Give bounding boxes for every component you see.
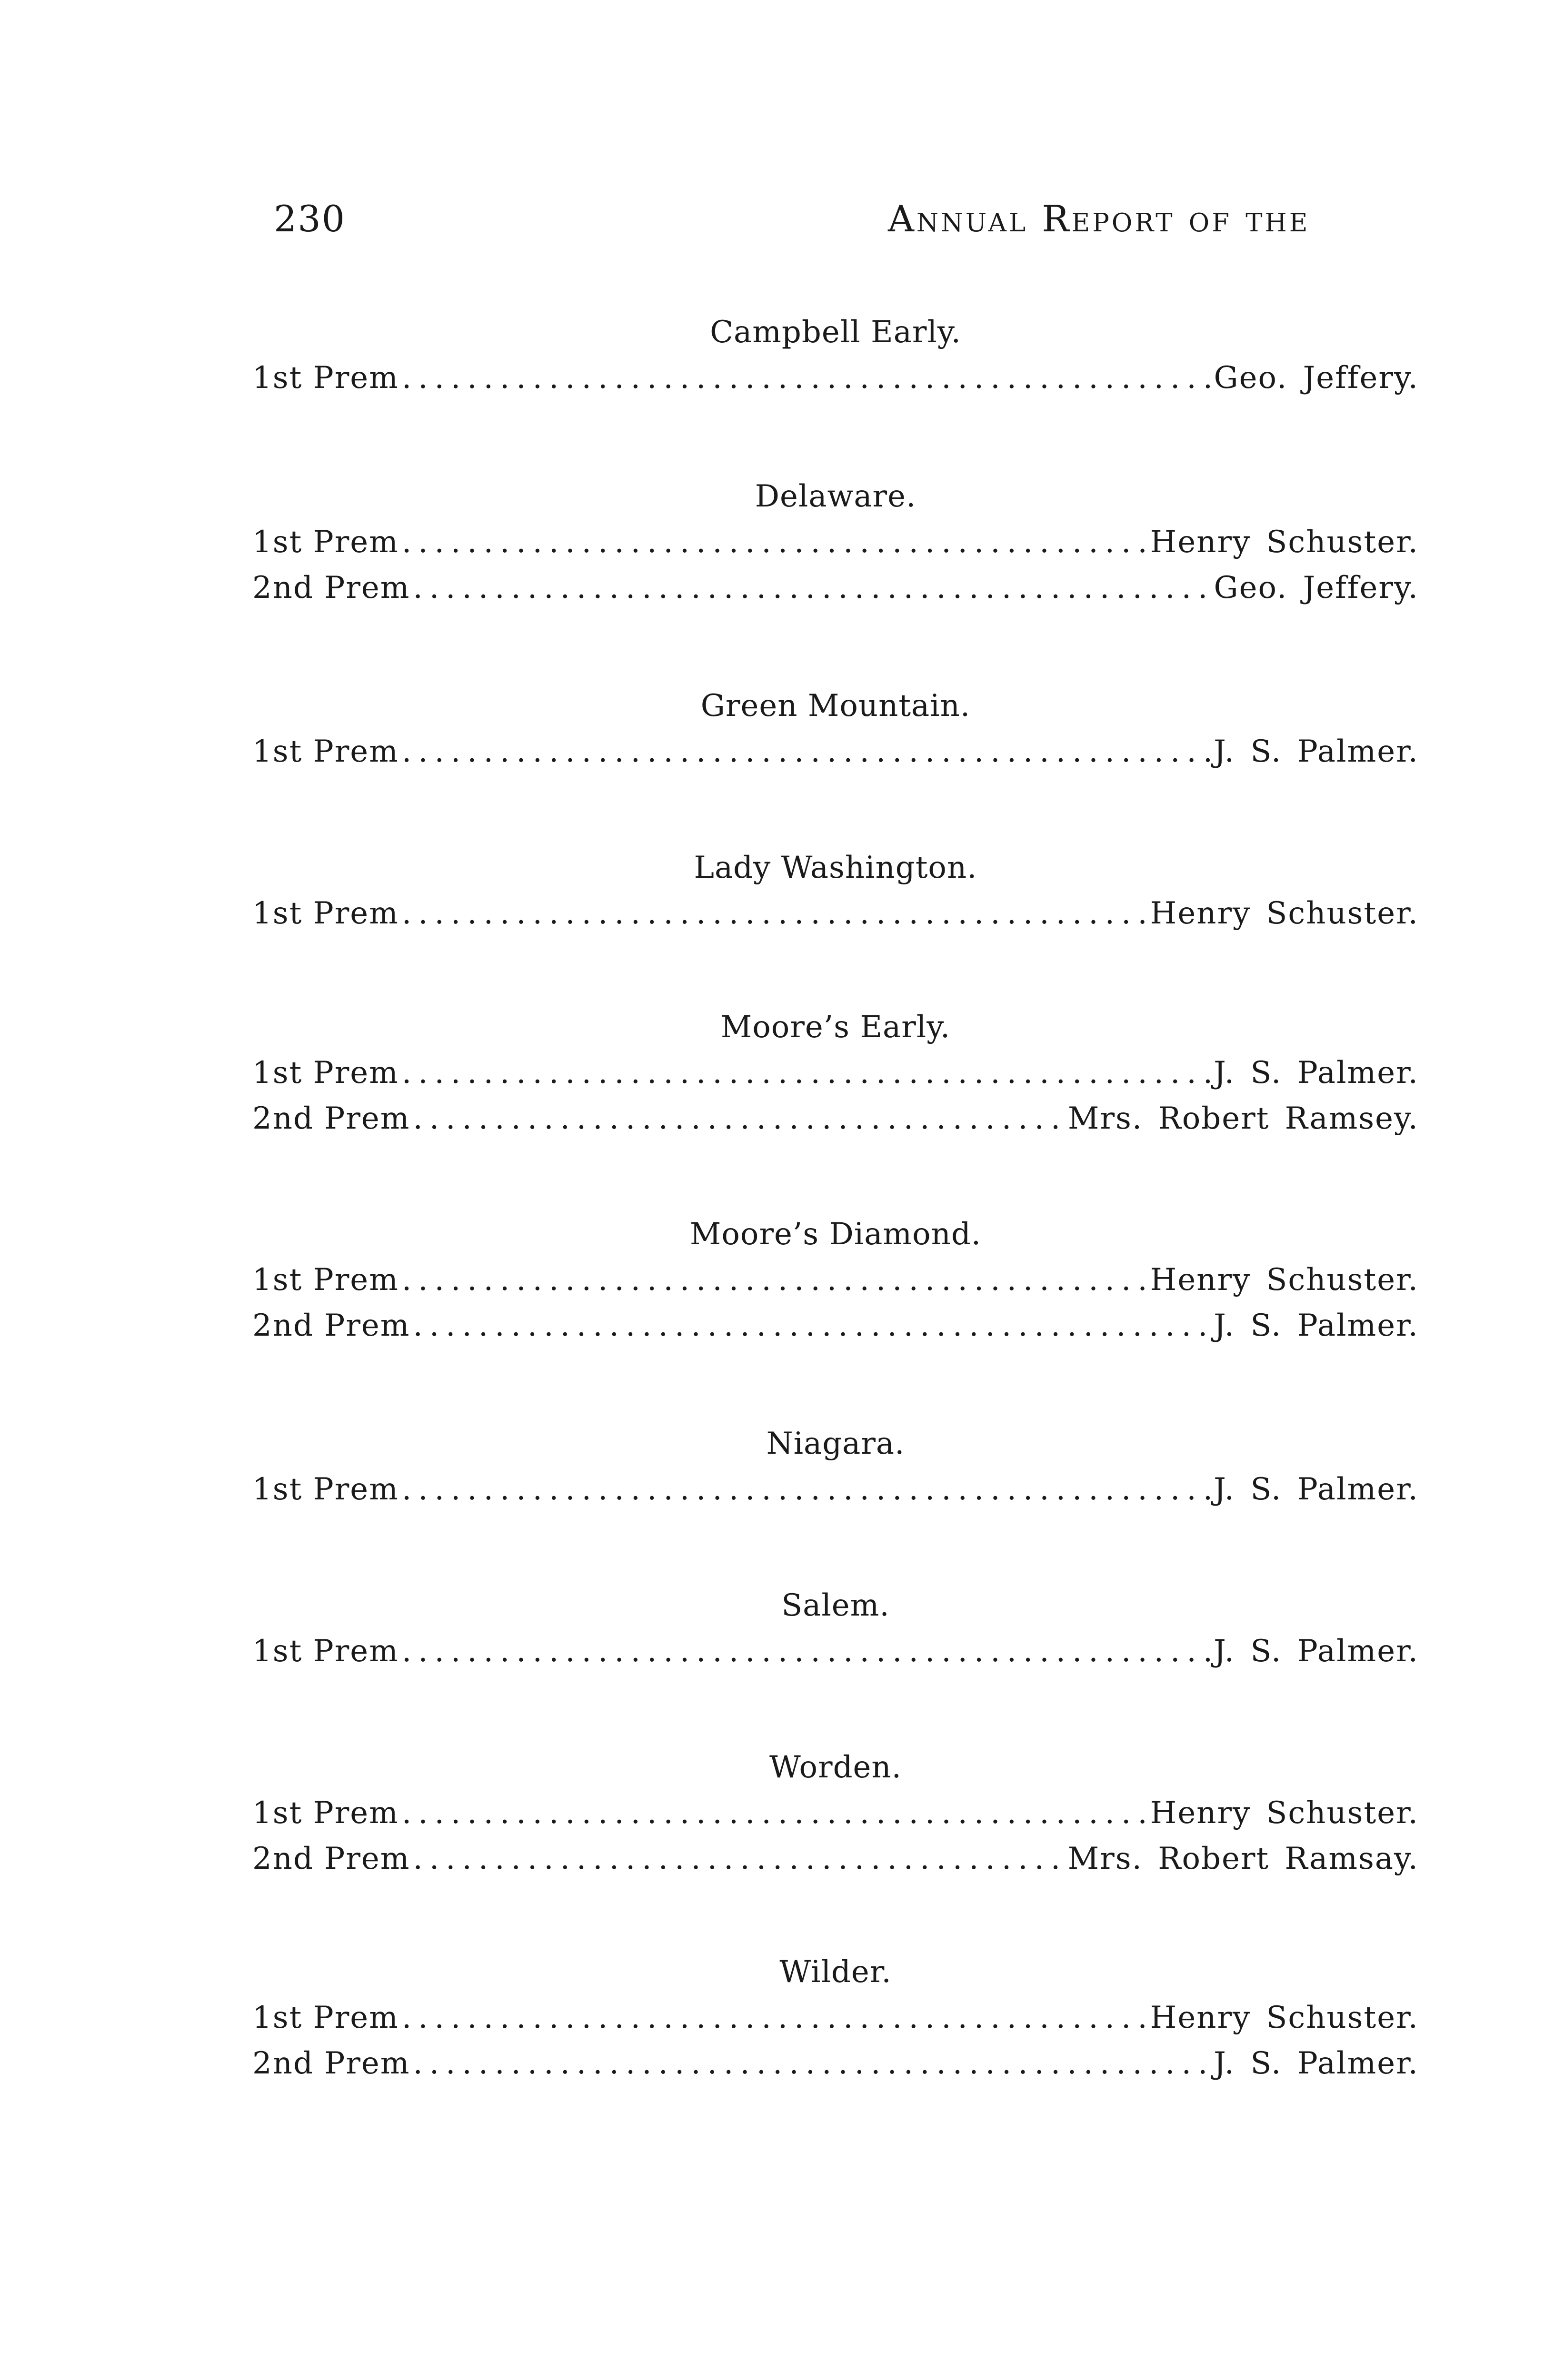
award-entry bbox=[252, 729, 1419, 774]
variety-title: Salem. bbox=[781, 1588, 890, 1623]
variety-section bbox=[252, 845, 1419, 936]
variety-section bbox=[252, 1583, 1419, 1674]
prize-label: 1st Prem bbox=[252, 2000, 399, 2035]
variety-section bbox=[252, 474, 1419, 611]
variety-title: Lady Washington. bbox=[694, 850, 977, 885]
variety-title: Campbell Early. bbox=[710, 315, 961, 350]
variety-section bbox=[252, 1949, 1419, 2086]
dot-leader bbox=[402, 729, 1211, 774]
variety-section bbox=[252, 309, 1419, 401]
exhibitor-name: J. S. Palmer. bbox=[1214, 734, 1419, 769]
prize-label: 2nd Prem bbox=[252, 2046, 410, 2081]
variety-section bbox=[252, 1421, 1419, 1512]
award-entry bbox=[252, 565, 1419, 611]
variety-title: Wilder. bbox=[779, 1954, 892, 1990]
dot-leader bbox=[402, 1790, 1147, 1836]
exhibitor-name: Henry Schuster. bbox=[1150, 525, 1419, 560]
exhibitor-name: Henry Schuster. bbox=[1150, 1795, 1419, 1831]
prize-label: 1st Prem bbox=[252, 896, 399, 931]
exhibitor-name: Mrs. Robert Ramsay. bbox=[1067, 1841, 1419, 1876]
variety-title: Niagara. bbox=[766, 1426, 905, 1461]
award-entry bbox=[252, 1628, 1419, 1674]
dot-leader bbox=[413, 1303, 1211, 1349]
award-entry bbox=[252, 519, 1419, 565]
award-entry bbox=[252, 1995, 1419, 2041]
dot-leader bbox=[402, 1257, 1147, 1303]
variety-section bbox=[252, 683, 1419, 774]
prize-label: 2nd Prem bbox=[252, 1841, 410, 1876]
variety-title: Worden. bbox=[769, 1750, 902, 1785]
award-entry bbox=[252, 1096, 1419, 1141]
dot-leader bbox=[402, 355, 1211, 401]
variety-title: Moore’s Diamond. bbox=[689, 1217, 982, 1252]
page-number: 230 bbox=[274, 198, 346, 240]
prize-label: 1st Prem bbox=[252, 525, 399, 560]
exhibitor-name: Henry Schuster. bbox=[1150, 896, 1419, 931]
award-entry bbox=[252, 1303, 1419, 1349]
dot-leader bbox=[402, 1628, 1211, 1674]
dot-leader bbox=[413, 1096, 1065, 1141]
award-entry bbox=[252, 2041, 1419, 2086]
exhibitor-name: Geo. Jeffery. bbox=[1214, 360, 1419, 396]
variety-title: Green Mountain. bbox=[700, 688, 971, 724]
award-entry bbox=[252, 1467, 1419, 1512]
variety-title: Delaware. bbox=[755, 479, 916, 514]
prize-label: 1st Prem bbox=[252, 1634, 399, 1669]
award-entry bbox=[252, 1050, 1419, 1096]
page-header bbox=[274, 193, 1426, 245]
dot-leader bbox=[402, 1467, 1211, 1512]
exhibitor-name: J. S. Palmer. bbox=[1214, 1308, 1419, 1343]
award-entry bbox=[252, 1836, 1419, 1882]
exhibitor-name: J. S. Palmer. bbox=[1214, 1055, 1419, 1091]
award-entry bbox=[252, 355, 1419, 401]
dot-leader bbox=[413, 1836, 1065, 1882]
dot-leader bbox=[413, 565, 1211, 611]
dot-leader bbox=[402, 519, 1147, 565]
exhibitor-name: Mrs. Robert Ramsey. bbox=[1067, 1101, 1419, 1136]
prize-label: 1st Prem bbox=[252, 1472, 399, 1507]
prize-label: 1st Prem bbox=[252, 1262, 399, 1298]
dot-leader bbox=[413, 2041, 1211, 2086]
exhibitor-name: Henry Schuster. bbox=[1150, 2000, 1419, 2035]
prize-label: 2nd Prem bbox=[252, 1308, 410, 1343]
award-entry bbox=[252, 1257, 1419, 1303]
variety-section bbox=[252, 1745, 1419, 1882]
prize-label: 1st Prem bbox=[252, 360, 399, 396]
running-head: Annual Report of the bbox=[888, 198, 1310, 240]
exhibitor-name: Geo. Jeffery. bbox=[1214, 570, 1419, 605]
variety-section bbox=[252, 1004, 1419, 1141]
prize-label: 1st Prem bbox=[252, 734, 399, 769]
dot-leader bbox=[402, 1050, 1211, 1096]
award-entry bbox=[252, 1790, 1419, 1836]
exhibitor-name: J. S. Palmer. bbox=[1214, 1472, 1419, 1507]
prize-label: 2nd Prem bbox=[252, 570, 410, 605]
dot-leader bbox=[402, 891, 1147, 936]
exhibitor-name: Henry Schuster. bbox=[1150, 1262, 1419, 1298]
prize-label: 2nd Prem bbox=[252, 1101, 410, 1136]
exhibitor-name: J. S. Palmer. bbox=[1214, 2046, 1419, 2081]
prize-label: 1st Prem bbox=[252, 1795, 399, 1831]
dot-leader bbox=[402, 1995, 1147, 2041]
prize-label: 1st Prem bbox=[252, 1055, 399, 1091]
variety-section bbox=[252, 1211, 1419, 1349]
exhibitor-name: J. S. Palmer. bbox=[1214, 1634, 1419, 1669]
award-entry bbox=[252, 891, 1419, 936]
variety-title: Moore’s Early. bbox=[720, 1010, 951, 1045]
